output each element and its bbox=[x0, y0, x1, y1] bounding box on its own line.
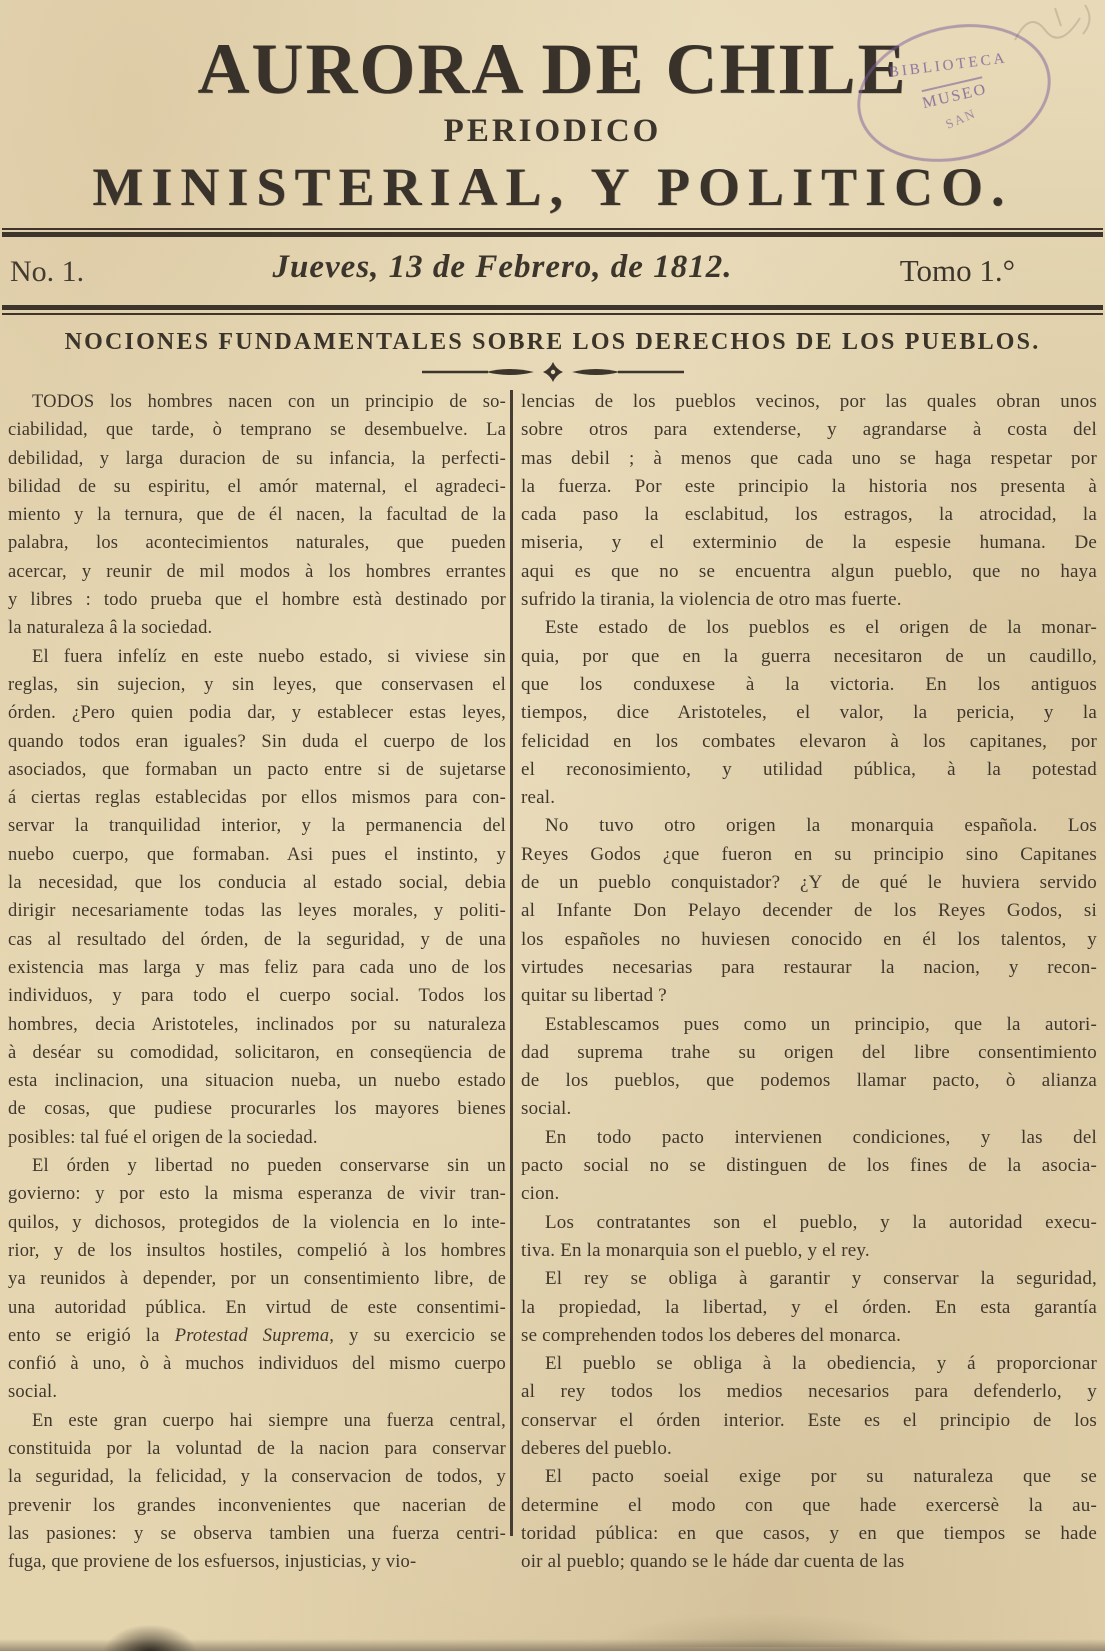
text-line: Los contratantes son el pueblo, y la autoridad execu- bbox=[545, 1211, 1097, 1233]
text-line: de cosas, que pudiese procurarles los mayores bienes bbox=[8, 1099, 506, 1120]
text-line: felicidad en los combates elevaron à los capitanes, por bbox=[521, 730, 1097, 752]
text-line: Establescamos pues como un principio, que la autori- bbox=[545, 1013, 1097, 1035]
text-line: ya reunidos à depender, por un consentimiento libre, de bbox=[8, 1269, 506, 1290]
text-line: posibles: tal fué el origen de la sociedad. bbox=[8, 1127, 318, 1148]
text-line: miseria, y el exterminio de la espesie humana. De bbox=[521, 532, 1097, 554]
faint-stain bbox=[600, 1613, 930, 1647]
text-line: asociados, que formaban un pacto entre si de sujetarse bbox=[8, 759, 506, 780]
divider-ornament-icon bbox=[418, 362, 688, 382]
text-line: TODOS los hombres nacen con un principio de so- bbox=[32, 392, 506, 412]
text-line: los españoles no huviesen conocido en él los talentos, y bbox=[521, 928, 1097, 950]
text-line: No tuvo otro origen la monarquia española. Los bbox=[545, 815, 1097, 837]
text-line: á ciertas reglas establecidas por ellos mismos para con- bbox=[8, 788, 506, 809]
text-line: ento se erigió la Protestad Suprema, y su exercicio se bbox=[8, 1325, 506, 1346]
paragraph bbox=[521, 1350, 1097, 1463]
text-line: acercar, y reunir de mil modos à los hombres errantes bbox=[8, 561, 506, 582]
text-line: deberes del pueblo. bbox=[521, 1437, 672, 1459]
ink-smudge bbox=[104, 1625, 196, 1651]
text-line: El pueblo se obliga à la obediencia, y á proporcionar bbox=[545, 1353, 1097, 1375]
text-line: tiva. En la monarquia son el pueblo, y el rey. bbox=[521, 1239, 870, 1261]
text-line: mas debil ; à menos que cada uno se haga respetar por bbox=[521, 447, 1097, 469]
text-line: lencias de los pueblos vecinos, por las quales obran unos bbox=[521, 391, 1097, 412]
right-column bbox=[521, 388, 1097, 1576]
text-line: quando todos eran iguales? Sin duda el cuerpo de los bbox=[8, 731, 506, 752]
text-line: debilidad, y larga duracion de su infancia, la perfecti- bbox=[8, 448, 506, 469]
text-line: la necesidad, que los conducia al estado social, debia bbox=[8, 873, 506, 894]
text-line: órden. ¿Pero quien podia dar, y establecer estas leyes, bbox=[8, 703, 506, 724]
text-line: prevenir los grandes inconvenientes que nacerian de bbox=[8, 1495, 506, 1516]
stamp-text-museo: MUSEO bbox=[920, 80, 989, 112]
text-line: sufrido la tirania, la violencia de otro mas fuerte. bbox=[521, 589, 902, 611]
text-line: cada paso la esclabitud, los estragos, la atrocidad, la bbox=[521, 504, 1097, 526]
text-line: quitar su libertad ? bbox=[521, 985, 667, 1007]
column-divider bbox=[510, 390, 513, 1536]
text-line: nuebo cuerpo, que formaban. Asi pues el instinto, y bbox=[8, 844, 506, 865]
text-line: la propiedad, la libertad, y el órden. En esta garantía bbox=[521, 1296, 1097, 1318]
text-line: En todo pacto intervienen condiciones, y las del bbox=[545, 1126, 1097, 1148]
text-line: la seguridad, la felicidad, y la conservacion de todos, y bbox=[8, 1467, 506, 1488]
text-line: la fuerza. Por este principio la historia nos presenta à bbox=[521, 475, 1097, 497]
text-line: y libres : todo prueba que el hombre està destinado por bbox=[8, 590, 506, 611]
text-line: oir al pueblo; quando se le háde dar cuenta de las bbox=[521, 1551, 905, 1573]
text-line: rior, y de los insultos hostiles, compelió à los hombres bbox=[8, 1240, 506, 1261]
text-line: una autoridad pública. En virtud de este consentimi- bbox=[8, 1297, 506, 1318]
top-rules bbox=[0, 228, 1105, 237]
stamp-text-biblioteca: BIBLIOTECA bbox=[888, 49, 1009, 81]
paragraph bbox=[521, 812, 1097, 1010]
paragraph bbox=[521, 388, 1097, 614]
masthead-title: AURORA DE CHILE bbox=[197, 29, 908, 109]
text-line: servar la tranquilidad interior, y la permanencia del bbox=[8, 816, 506, 837]
rule-line bbox=[2, 313, 1103, 315]
text-line: aqui es que no se encuentra algun pueblo, que no haya bbox=[521, 560, 1097, 582]
text-line: las pasiones: y se observa tambien una fuerza centri- bbox=[8, 1523, 506, 1544]
text-line: esta inclinacion, una situacion nueba, un nuebo estado bbox=[8, 1071, 506, 1092]
paragraph bbox=[521, 1209, 1097, 1266]
bottom-rules bbox=[0, 305, 1105, 315]
text-line: miento y la ternura, que de él nacen, la facultad de la bbox=[8, 505, 506, 526]
text-line: bilidad de su espiritu, el amór maternal, el agradeci- bbox=[8, 476, 506, 497]
text-line: hombres, decia Aristoteles, inclinados por su naturaleza bbox=[8, 1014, 506, 1035]
text-line: quia, por que en la guerra necesitaron de un caudillo, bbox=[521, 645, 1097, 667]
text-line: el reconosimiento, y utilidad pública, à la potestad bbox=[521, 758, 1097, 780]
text-line: individuos, y para todo el cuerpo social. Todos los bbox=[8, 986, 506, 1007]
text-line: dirigir necesariamente todas las leyes morales, y politi- bbox=[8, 901, 506, 922]
paragraph bbox=[521, 1265, 1097, 1350]
text-line: dad suprema trahe su origen del libre consentimiento bbox=[521, 1041, 1097, 1063]
text-line: govierno: y por esto la misma esperanza de vivir tran- bbox=[8, 1184, 506, 1205]
text-line: se comprehenden todos los deberes del monarca. bbox=[521, 1324, 902, 1346]
paragraph bbox=[521, 1011, 1097, 1124]
text-line: de los pueblos, que podemos llamar pacto, ò alianza bbox=[521, 1070, 1097, 1092]
text-line: Este estado de los pueblos es el origen de la monar- bbox=[545, 617, 1097, 639]
masthead-subtitle-ministerial: MINISTERIAL, Y POLITICO. bbox=[92, 157, 1013, 217]
text-line: El fuera infelíz en este nuebo estado, si viviese sin bbox=[32, 646, 506, 667]
text-line: de un pueblo conquistador? ¿Y de qué le huviera servido bbox=[521, 872, 1097, 894]
text-line: al Infante Don Pelayo decender de los Reyes Godos, si bbox=[521, 900, 1097, 922]
text-line: fuga, que proviene de los esfuersos, injusticias, y vio- bbox=[8, 1552, 417, 1573]
text-line: determine el modo con que hade exercersè la au- bbox=[521, 1494, 1097, 1516]
text-line: quilos, y dichosos, protegidos de la violencia en lo inte- bbox=[8, 1212, 506, 1233]
rule-line bbox=[2, 232, 1103, 237]
text-line: ciabilidad, que tarde, ò temprano se desembuelve. La bbox=[8, 420, 506, 441]
masthead-subtitle-periodico: PERIODICO bbox=[443, 113, 662, 149]
left-column bbox=[8, 388, 506, 1576]
text-line: confió à uno, ò à muchos individuos del mismo cuerpo bbox=[8, 1354, 506, 1375]
text-line: El pacto soeial exige por su naturaleza que se bbox=[545, 1466, 1097, 1488]
paragraph bbox=[8, 1407, 506, 1577]
paragraph bbox=[8, 643, 506, 1152]
text-line: El rey se obliga à garantir y conservar la seguridad, bbox=[545, 1268, 1097, 1290]
stamp-text-san: SAN bbox=[943, 104, 979, 132]
text-line: En este gran cuerpo hai siempre una fuerza central, bbox=[32, 1410, 506, 1431]
dateline bbox=[0, 241, 1105, 305]
text-line: existencia mas larga y mas feliz para cada uno de los bbox=[8, 957, 506, 978]
paragraph bbox=[521, 1124, 1097, 1209]
text-line: social. bbox=[8, 1382, 58, 1403]
text-line: palabra, los acontecimientos naturales, que pueden bbox=[8, 533, 506, 554]
text-line: toridad pública: en que casos, y en que tiempos se hade bbox=[521, 1522, 1097, 1544]
article-headline: NOCIONES FUNDAMENTALES SOBRE LOS DERECHOS DE LOS PUEBLOS. bbox=[64, 329, 1041, 355]
text-line: virtudes necesarias para restaurar la nacion, y recon- bbox=[521, 956, 1097, 978]
text-line: pacto social no se distinguen de los fines de la asocia- bbox=[521, 1155, 1097, 1177]
text-line: El órden y libertad no pueden conservarse sin un bbox=[32, 1156, 506, 1177]
article-body bbox=[0, 382, 1105, 1576]
text-line: social. bbox=[521, 1098, 572, 1120]
paragraph bbox=[8, 1152, 506, 1407]
text-line: cion. bbox=[521, 1183, 560, 1205]
text-line: constituida por la voluntad de la nacion para conservar bbox=[8, 1438, 506, 1459]
text-line: que los conduxese à la victoria. En los antiguos bbox=[521, 673, 1097, 695]
text-line: la naturaleza â la sociedad. bbox=[8, 618, 213, 639]
text-line: tiempos, dice Aristoteles, el valor, la pericia, y la bbox=[521, 702, 1097, 724]
text-line: real. bbox=[521, 787, 556, 809]
text-line: al rey todos los medios necesarios para defenderlo, y bbox=[521, 1381, 1097, 1403]
paragraph bbox=[521, 1463, 1097, 1576]
text-line: reglas, sin sujecion, y sin leyes, que conservasen el bbox=[8, 674, 506, 695]
paragraph bbox=[8, 388, 506, 643]
issue-date: Jueves, 13 de Febrero, de 1812. bbox=[272, 249, 733, 285]
paragraph bbox=[521, 614, 1097, 812]
issue-number: No. 1. bbox=[10, 255, 85, 288]
tome-number: Tomo 1.° bbox=[899, 253, 1015, 288]
text-line: conservar el órden interior. Este es el principio de los bbox=[521, 1409, 1097, 1431]
text-line: à deséar su comodidad, solicitaron, en conseqüencia de bbox=[8, 1042, 506, 1063]
text-line: cas al resultado del órden, de la seguridad, y de una bbox=[8, 929, 506, 950]
pencil-scribble-marks bbox=[995, 0, 1105, 60]
text-line: Reyes Godos ¿que fueron en su principio sino Capitanes bbox=[521, 843, 1097, 865]
text-line: sobre otros para extenderse, y agrandarse à costa del bbox=[521, 419, 1097, 441]
